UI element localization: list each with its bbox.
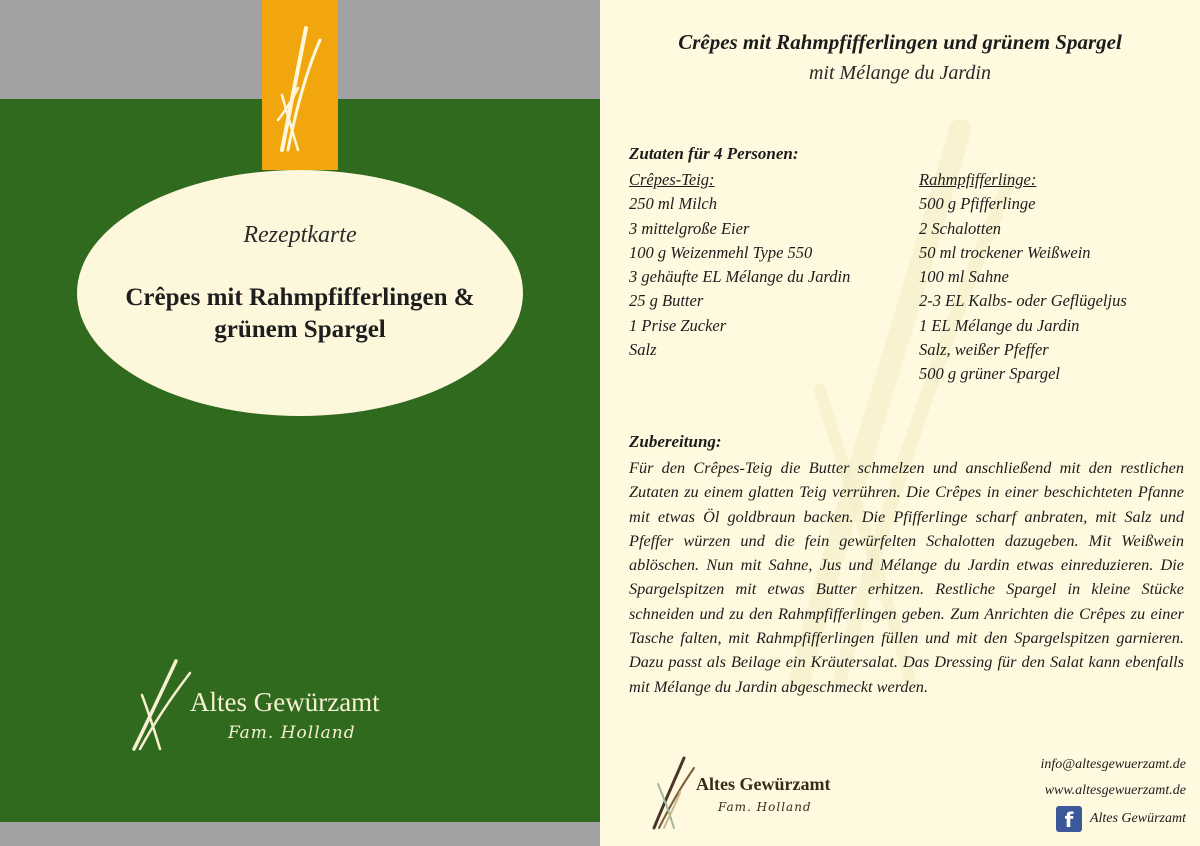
preparation-heading: Zubereitung: bbox=[629, 432, 722, 451]
recipe-subtitle: mit Mélange du Jardin bbox=[808, 62, 991, 84]
orange-ribbon bbox=[262, 0, 338, 170]
ingredient-item: Salz bbox=[629, 340, 657, 360]
card-title: Crêpes mit Rahmpfifferlingen & grünem Spargel bbox=[125, 284, 475, 343]
facebook-icon[interactable]: f bbox=[1056, 806, 1082, 832]
ingredient-item: 100 ml Sahne bbox=[919, 267, 1009, 287]
brand-logo bbox=[130, 655, 430, 755]
ingredient-group bbox=[919, 168, 1189, 387]
ingredient-item: 500 g Pfifferlinge bbox=[919, 194, 1036, 214]
preparation-text: Für den Crêpes-Teig die Butter schmelzen und anschließend mit den restlichen Zutaten zu einem glatten Teig verrühren. Die Crêpes in einer beschichteten Pfanne mit etwas Öl goldbraun backen. Die Pfifferlinge scharf anbraten, mit Salz und Pfeffer würzen und die fein gewürfelten Schalotten dazugeben. Mit Weißwein ablöschen. Nun mit Sahne, Jus und Mélange du Jardin etwas einreduzieren. Die Spargelspitzen mit etwas Butter erhitzen. Restliche Spargel in kleine Stücke schneiden und zu den Rahmpfifferlingen geben. Zum Anrichten die Crêpes zu einer Tasche falten, mit Rahmpfifferlingen füllen und mit den Spargelspitzen garnieren. Dazu passt als Beilage ein Kräutersalat. Das Dressing für den Salat kann ebenfalls mit Mélange du Jardin abgeschmeckt werden. bbox=[629, 458, 1184, 696]
ingredient-item: 50 ml trockener Weißwein bbox=[919, 242, 1091, 262]
ingredient-group-heading: Rahmpfifferlinge: bbox=[919, 170, 1037, 189]
ingredient-group-heading: Crêpes-Teig: bbox=[629, 170, 715, 189]
contact-website[interactable]: www.altesgewuerzamt.de bbox=[1044, 783, 1186, 798]
ingredient-item: Salz, weißer Pfeffer bbox=[919, 340, 1049, 360]
ingredient-item: 1 Prise Zucker bbox=[629, 315, 727, 335]
ingredient-item: 3 gehäufte EL Mélange du Jardin bbox=[629, 267, 851, 287]
brand-family: Fam. Holland bbox=[228, 723, 356, 743]
footer-brand-name: Altes Gewürzamt bbox=[696, 774, 831, 794]
ingredient-item: 25 g Butter bbox=[629, 291, 704, 311]
facebook-label: Altes Gewürzamt bbox=[1089, 811, 1186, 826]
ingredient-item: 1 EL Mélange du Jardin bbox=[919, 315, 1080, 335]
recipe-panel bbox=[600, 0, 1200, 846]
ingredient-item: 250 ml Milch bbox=[629, 194, 717, 214]
title-oval bbox=[77, 170, 523, 416]
ingredient-item: 500 g grüner Spargel bbox=[919, 364, 1061, 384]
ingredient-group bbox=[629, 168, 899, 362]
recipe-title: Crêpes mit Rahmpfifferlingen und grünem Spargel bbox=[678, 30, 1122, 54]
brand-name: Altes Gewürzamt bbox=[190, 687, 380, 717]
ingredient-item: 2-3 EL Kalbs- oder Geflügeljus bbox=[919, 291, 1127, 311]
ingredient-item: 100 g Weizenmehl Type 550 bbox=[629, 242, 813, 262]
contact-email[interactable]: info@altesgewuerzamt.de bbox=[1040, 757, 1186, 772]
bottom-gray-band bbox=[0, 822, 600, 846]
card-label: Rezeptkarte bbox=[243, 222, 357, 248]
vanilla-logo-icon bbox=[650, 752, 700, 832]
ingredient-item: 3 mittelgroße Eier bbox=[629, 218, 750, 238]
footer-brand-family: Fam. Holland bbox=[718, 800, 812, 814]
ingredients-heading: Zutaten für 4 Personen: bbox=[629, 144, 799, 163]
ingredient-item: 2 Schalotten bbox=[919, 218, 1002, 238]
vanilla-logo-icon bbox=[262, 0, 338, 170]
facebook-link[interactable] bbox=[1056, 806, 1186, 832]
footer-brand-logo bbox=[650, 752, 870, 832]
